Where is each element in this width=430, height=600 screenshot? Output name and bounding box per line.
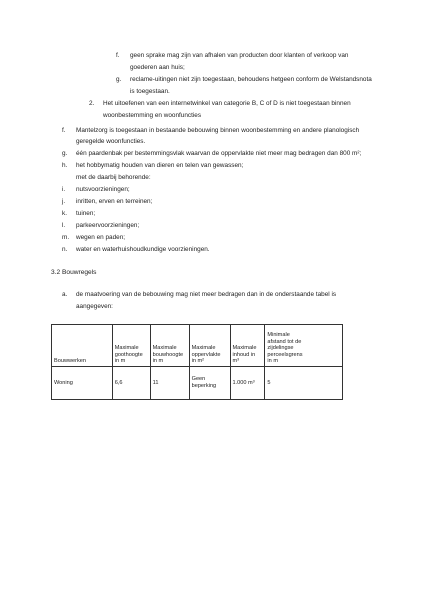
list-marker: j. bbox=[62, 198, 66, 205]
list-marker: h. bbox=[62, 162, 68, 169]
table-header-row bbox=[52, 325, 343, 367]
column-header: Maximale goothoogte in m bbox=[112, 325, 150, 367]
table-cell: Woning bbox=[52, 367, 113, 400]
dimensions-table bbox=[51, 324, 343, 400]
list-item-text: geen sprake mag zijn van afhalen van producten door klanten of verkoop van bbox=[130, 52, 349, 59]
list-item-text: woonbestemming en woonfuncties bbox=[103, 112, 202, 119]
list-marker: 2. bbox=[89, 100, 95, 107]
list-item-text: inritten, erven en terreinen; bbox=[76, 198, 153, 205]
list-item-text: geregelde woonfuncties. bbox=[76, 138, 146, 145]
table-cell: 1.000 m³ bbox=[230, 367, 265, 400]
list-item-text: nutsvoorzieningen; bbox=[76, 186, 130, 193]
column-header: Maximale bouwhoogte in m bbox=[150, 325, 189, 367]
list-item-text: één paardenbak per bestemmingsvlak waarvan de oppervlakte niet meer mag bedragen dan 800 m²; bbox=[76, 150, 362, 157]
list-marker: k. bbox=[62, 210, 67, 217]
list-item-text: parkeervoorzieningen; bbox=[76, 222, 140, 229]
list-marker: f. bbox=[62, 127, 66, 134]
column-header: Bouwwerken bbox=[52, 325, 113, 367]
list-marker: i. bbox=[62, 186, 66, 193]
list-marker: n. bbox=[62, 246, 68, 253]
table-row bbox=[52, 367, 343, 400]
list-item-text: met de daarbij behorende: bbox=[76, 174, 151, 181]
list-item-text: tuinen; bbox=[76, 210, 96, 217]
column-header: Maximale oppervlakte in m² bbox=[189, 325, 230, 367]
list-item-text: is toegestaan. bbox=[130, 88, 170, 95]
list-marker: m. bbox=[62, 234, 70, 241]
list-item-text: water en waterhuishoudkundige voorzieningen. bbox=[76, 246, 210, 253]
list-item-text: Mantelzorg is toegestaan in bestaande bebouwing binnen woonbestemming en andere planologisch bbox=[76, 127, 360, 134]
list-item-text: het hobbymatig houden van dieren en telen van gewassen; bbox=[76, 162, 244, 169]
list-item-text: goederen aan huis; bbox=[130, 64, 185, 71]
list-marker: f. bbox=[116, 52, 120, 59]
column-header: Maximale inhoud in m³ bbox=[230, 325, 265, 367]
list-marker: g. bbox=[62, 150, 68, 157]
table-cell: 11 bbox=[150, 367, 189, 400]
table-cell: Geen beperking bbox=[189, 367, 230, 400]
table-cell: 6,6 bbox=[112, 367, 150, 400]
list-item-text: de maatvoering van de bebouwing mag niet meer bedragen dan in de onderstaande tabel is bbox=[76, 291, 337, 298]
list-item-text: Het uitoefenen van een internetwinkel van categorie B, C of D is niet toegestaan binnen bbox=[103, 100, 351, 107]
list-marker: g. bbox=[116, 76, 122, 83]
list-marker: a. bbox=[62, 291, 68, 298]
list-item-text: reclame-uitingen niet zijn toegestaan, behoudens hetgeen conform de Welstandsnota bbox=[130, 76, 372, 83]
table-cell: 5 bbox=[265, 367, 343, 400]
list-item-text: aangegeven: bbox=[76, 303, 113, 310]
section-heading: 3.2 Bouwregels bbox=[51, 269, 97, 276]
list-item-text: wegen en paden; bbox=[76, 234, 126, 241]
column-header: Minimale afstand tot de zijdelingse perceelsgrens in m bbox=[265, 325, 343, 367]
list-marker: l. bbox=[62, 222, 66, 229]
